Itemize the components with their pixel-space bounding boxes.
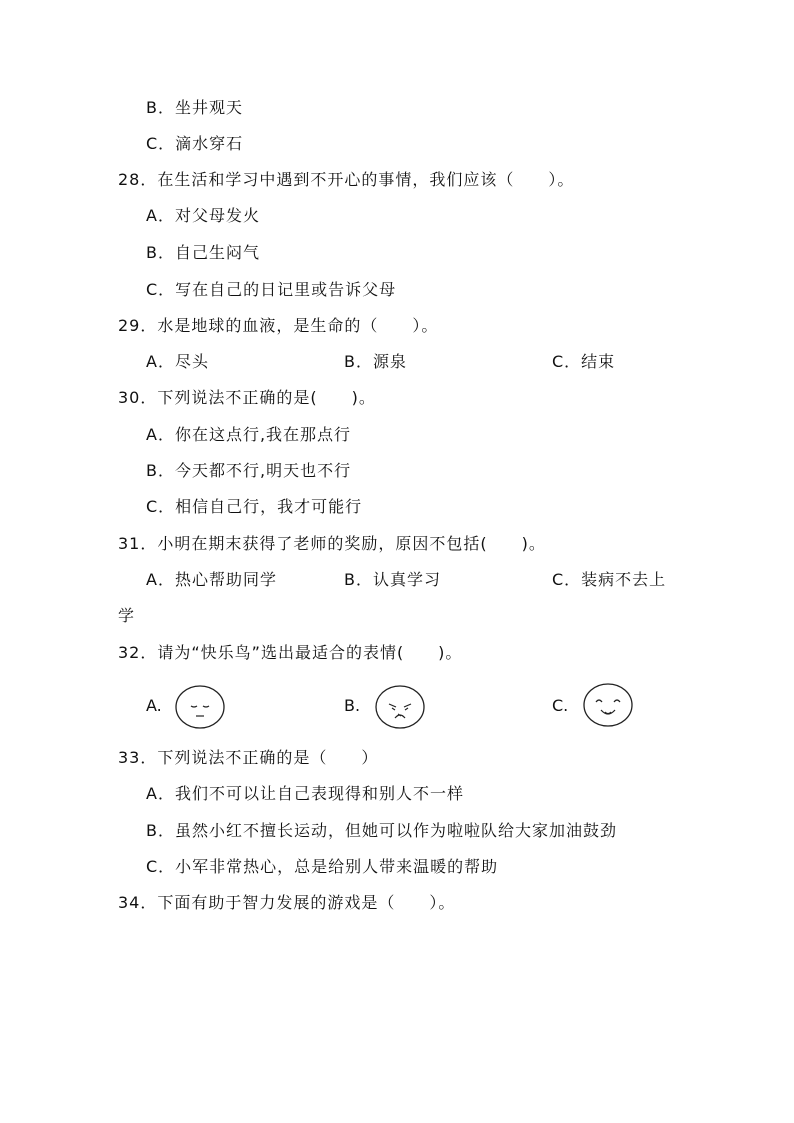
option-31-c: C．装病不去上 (552, 570, 667, 589)
question-33: 33．下列说法不正确的是（ ） (118, 748, 379, 767)
option-27-b: B．坐井观天 (146, 98, 243, 117)
option-29-b: B．源泉 (344, 352, 407, 371)
option-33-a: A．我们不可以让自己表现得和别人不一样 (146, 784, 464, 803)
question-31: 31．小明在期末获得了老师的奖励，原因不包括( )。 (118, 534, 546, 553)
question-30: 30．下列说法不正确的是( )。 (118, 388, 376, 407)
option-32-c-label: C. (552, 696, 569, 715)
question-28: 28．在生活和学习中遇到不开心的事情，我们应该（ ）。 (118, 170, 575, 189)
angry-face-icon (374, 684, 424, 728)
option-31-b: B．认真学习 (344, 570, 441, 589)
option-30-a: A．你在这点行,我在那点行 (146, 425, 352, 444)
option-31-c-wrap: 学 (118, 606, 136, 625)
option-28-a: A．对父母发火 (146, 206, 260, 225)
smiling-face-icon (582, 682, 632, 726)
option-32-a-label: A. (146, 696, 162, 715)
option-33-b: B．虽然小红不擅长运动，但她可以作为啦啦队给大家加油鼓劲 (146, 821, 617, 840)
option-28-c: C．写在自己的日记里或告诉父母 (146, 280, 397, 299)
question-32: 32．请为“快乐鸟”选出最适合的表情( )。 (118, 643, 463, 662)
option-33-c: C．小军非常热心，总是给别人带来温暖的帮助 (146, 857, 499, 876)
sleepy-face-icon (174, 684, 224, 728)
option-27-c: C．滴水穿石 (146, 134, 244, 153)
option-28-b: B．自己生闷气 (146, 243, 260, 262)
option-31-a: A．热心帮助同学 (146, 570, 277, 589)
question-29: 29．水是地球的血液，是生命的（ ）。 (118, 316, 439, 335)
option-29-c: C．结束 (552, 352, 616, 371)
question-34: 34．下面有助于智力发展的游戏是（ ）。 (118, 893, 456, 912)
option-30-c: C．相信自己行，我才可能行 (146, 497, 363, 516)
option-30-b: B．今天都不行,明天也不行 (146, 461, 352, 480)
option-29-a: A．尽头 (146, 352, 209, 371)
option-32-b-label: B. (344, 696, 361, 715)
